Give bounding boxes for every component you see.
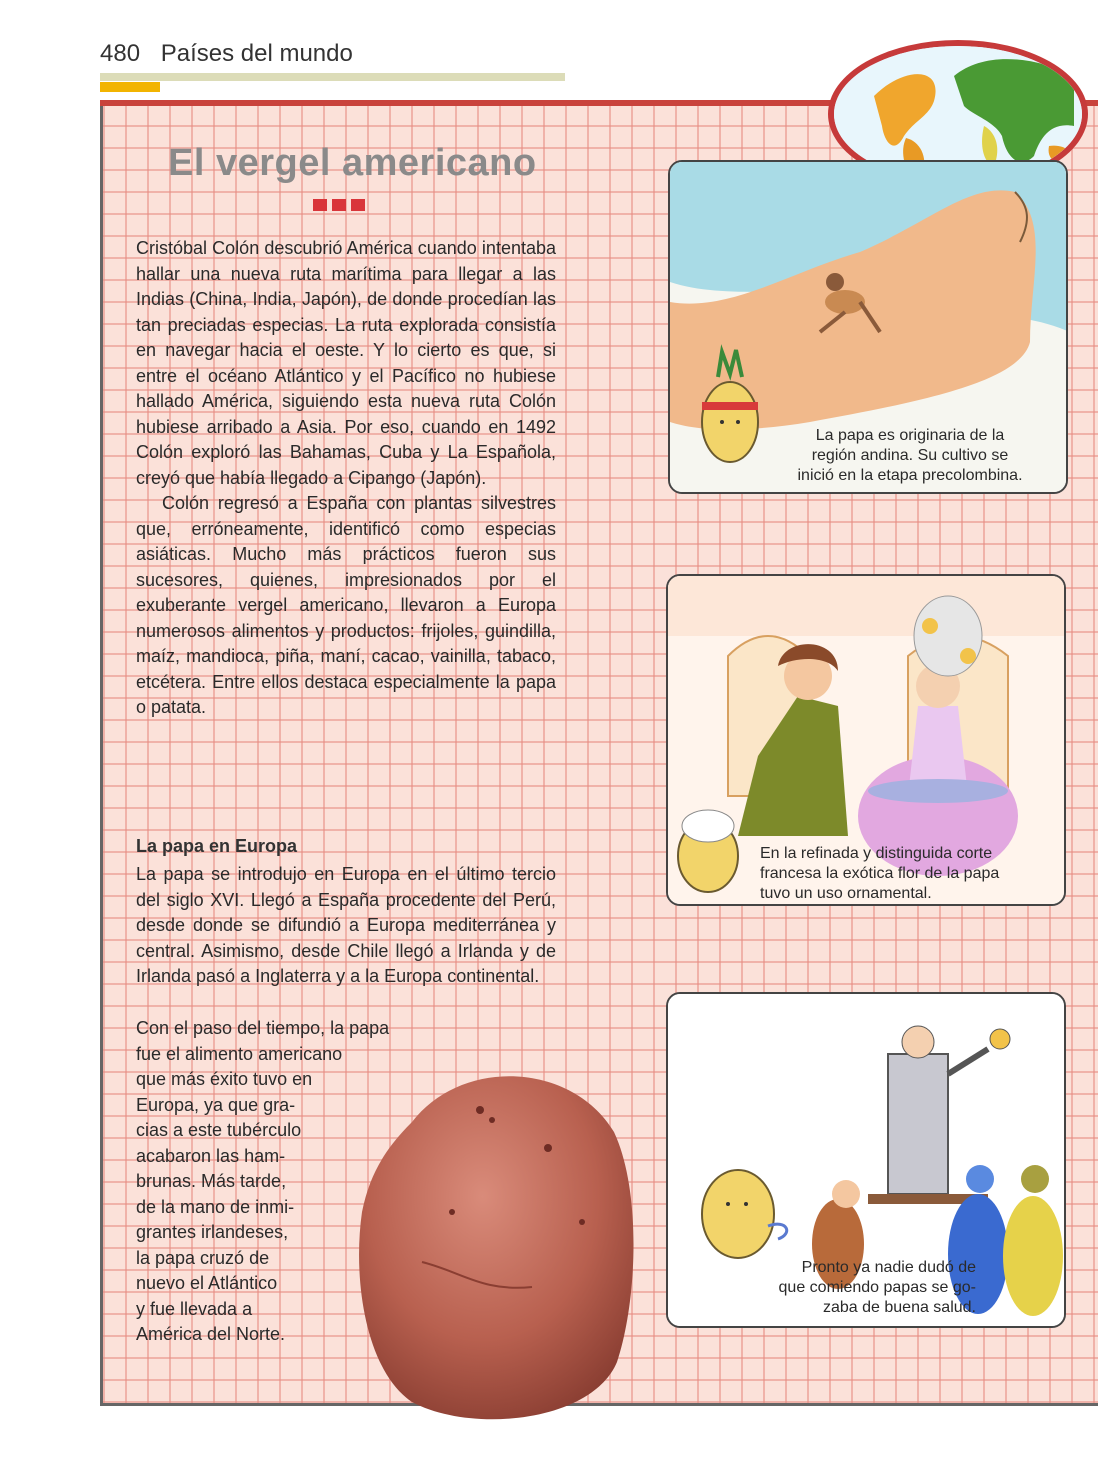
caption-line: La papa es originaria de la <box>815 427 1005 444</box>
text-line: acabaron las ham- <box>136 1145 286 1166</box>
paragraph-1: Cristóbal Colón descubrió América cuando intentaba hallar una nueva ruta marítima para llegar a las Indias (China, India, Japón), de donde procedían las tan preciadas especias. La ruta explorada consistía en navegar hacia el oeste. Y lo cierto es que, si entre el océano Atlántico y el Pacífico no hubiese hallado América, siguiendo esta nueva ruta Colón hubiese arribado a Asia. Por eso, cuando en 1492 Colón exploró las Bahamas, Cuba y La Española, creyó que había llegado a Cipango (Japón). <box>136 238 556 488</box>
text-line: y fue llevada a <box>136 1298 253 1319</box>
caption-1 <box>760 426 1060 486</box>
section-title: Países del mundo <box>160 40 353 67</box>
header-accent <box>100 82 160 92</box>
text-line: Europa, ya que gra- <box>136 1094 296 1115</box>
caption-3 <box>776 1258 976 1318</box>
illustration-health <box>666 992 1066 1328</box>
subheading: La papa en Europa <box>136 836 298 856</box>
caption-line: que comiendo papas se go- <box>778 1279 976 1296</box>
paragraph-3: La papa se introdujo en Europa en el último tercio del siglo XVI. Llegó a España procedente del Perú, desde donde se difundió a Europa mediterránea y central. Asimismo, desde Chile llegó a Irlanda y de Irlanda pasó a Inglaterra y a la Europa continental. <box>136 864 556 986</box>
caption-line: Pronto ya nadie dudó de <box>801 1259 976 1276</box>
illustration-andes <box>668 160 1068 494</box>
paragraph-2: Colón regresó a España con plantas silvestres que, erróneamente, identificó como especias asiáticas. Mucho más prácticos fueron sus sucesores, quienes, impresionados por el exuberante vergel americano, llevaron a Europa numerosos alimentos y productos: frijoles, guindilla, maíz, mandioca, piña, maní, cacao, vainilla, tabaco, etcétera. Entre ellos destaca especialmente la papa o patata. <box>136 493 556 717</box>
text-line: Con el paso del tiempo, la papa <box>136 1018 390 1038</box>
text-line: nuevo el Atlántico <box>136 1273 278 1293</box>
text-line: cias a este tubérculo <box>136 1120 302 1140</box>
text-line: la papa cruzó de <box>136 1247 270 1268</box>
text-line: fue el alimento americano <box>136 1043 343 1064</box>
page-number: 480 <box>100 40 141 67</box>
caption-line: zaba de buena salud. <box>822 1299 976 1316</box>
text-line: de la mano de inmi- <box>136 1196 295 1217</box>
title-ornament <box>313 198 370 216</box>
article-title: El vergel americano <box>168 142 537 184</box>
caption-line: inició en la etapa precolombina. <box>797 467 1023 484</box>
caption-line: En la refinada y distinguida corte <box>760 845 993 862</box>
text-line: que más éxito tuvo en <box>136 1069 313 1089</box>
illustration-french-court <box>666 574 1066 906</box>
caption-line: francesa la exótica flor de la papa <box>760 865 1000 882</box>
potato-icon <box>352 1062 640 1432</box>
text-line: grantes irlandeses, <box>136 1222 289 1242</box>
caption-line: tuvo un uso ornamental. <box>760 885 932 902</box>
text-line: América del Norte. <box>136 1324 286 1344</box>
header-bar <box>100 73 565 81</box>
caption-line: región andina. Su cultivo se <box>811 447 1009 464</box>
caption-2 <box>760 844 1060 904</box>
article-body <box>136 236 556 721</box>
text-line: brunas. Más tarde, <box>136 1171 287 1191</box>
page-header <box>100 40 353 68</box>
